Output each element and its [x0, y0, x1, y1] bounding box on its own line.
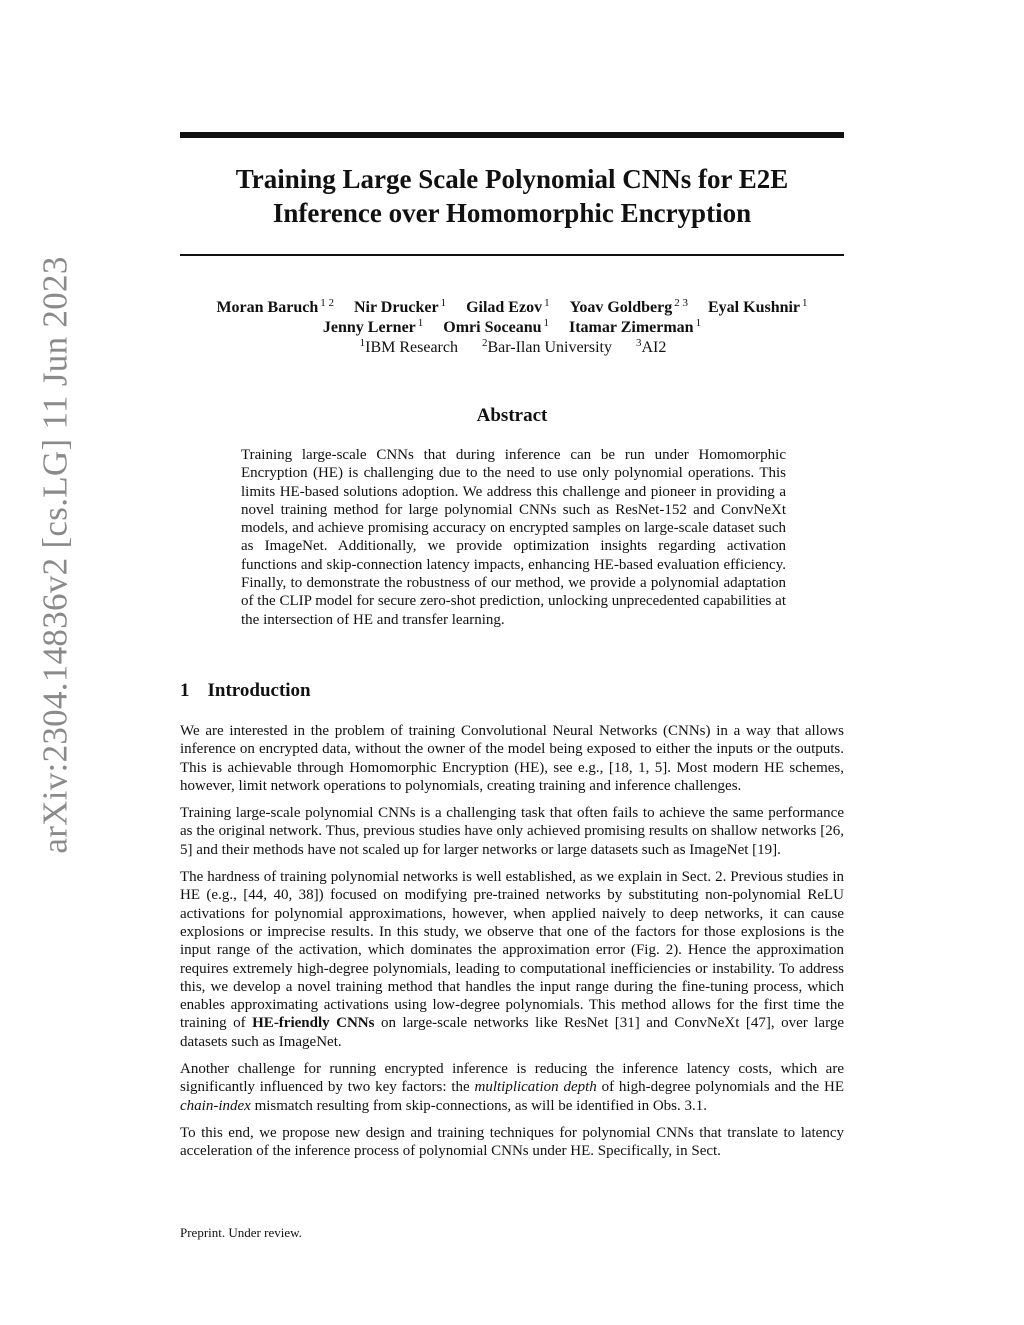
author: Moran Baruch $^{1 2}$: [216, 297, 334, 316]
arxiv-side-stamp: [26, 150, 86, 960]
footer-note: Preprint. Under review.: [180, 1225, 302, 1240]
affiliation: $^3$AI2: [636, 337, 667, 356]
title-top-rule: [180, 132, 844, 138]
title-bottom-rule: [180, 254, 844, 256]
bold-term: HE-friendly CNNs: [252, 1015, 375, 1032]
author: Omri Soceanu $^1$: [443, 317, 549, 336]
paragraph: We are interested in the problem of training Convolutional Neural Networks (CNNs) in a way that allows inference on encrypted data, without the owner of the model being exposed to either the inputs or the outputs. This is achievable through Homomorphic Encryption (HE), see e.g., [18, 1, 5]. Most modern HE schemes, however, limit network operations to polynomials, creating training and inference challenges.: [180, 723, 844, 794]
author-line-1: [150, 298, 874, 318]
section-heading: [180, 680, 311, 702]
affiliation: $^2$Bar-Ilan University: [481, 337, 612, 356]
italic-term: multiplication depth: [474, 1079, 597, 1096]
author-line-2: [150, 318, 874, 338]
author: Jenny Lerner $^1$: [322, 317, 424, 336]
paragraph: The hardness of training polynomial networks is well established, as we explain in Sect. 2. Previous studies in HE (e.g., [44, 40, 38]) focused on modifying pre-trained networks by substituting non-polynomial ReLU activations for polynomial approximations, however, when applied naively to deep networks, it can cause explosions or imprecise results. In this study, we observe that one of the factors for those explosions is the input range of the activation, which dominates the approximation error (Fig. 2). Hence the approximation requires extremely high-degree polynomials, leading to computational inefficiencies or instability. To address this, we develop a novel training method that handles the input range during the fine-tuning process, which enables approximating activations using low-degree polynomials. This method allows for the first time the training of HE-friendly CNNs on large-scale networks like ResNet [31] and ConvNeXt [47], over large datasets such as ImageNet.: [180, 869, 844, 1050]
abstract-text: Training large-scale CNNs that during inference can be run under Homomorphic Encryption (HE) is challenging due to the need to use only polynomial operations. This limits HE-based solutions adoption. We address this challenge and pioneer in providing a novel training method for large polynomial CNNs such as ResNet-152 and ConvNeXt models, and achieve promising accuracy on encrypted samples on large-scale dataset such as ImageNet. Additionally, we provide optimization insights regarding activation functions and skip-connection latency impacts, enhancing HE-based evaluation efficiency. Finally, to demonstrate the robustness of our method, we provide a polynomial adaptation of the CLIP model for secure zero-shot prediction, unlocking unprecedented capabilities at the intersection of HE and transfer learning.: [241, 447, 786, 628]
section-title: Introduction: [207, 680, 311, 701]
introduction-body: [180, 722, 844, 1170]
paragraph: Another challenge for running encrypted inference is reducing the inference latency costs, which are significantly influenced by two key factors: the multiplication depth of high-degree polynomials and the HE chain-index mismatch resulting from skip-connections, as will be identified in Obs. 3.1.: [180, 1061, 844, 1114]
author: Gilad Ezov $^1$: [466, 297, 550, 316]
paragraph: Training large-scale polynomial CNNs is a challenging task that often fails to achieve the same performance as the original network. Thus, previous studies have only achieved promising results on shallow networks [26, 5] and their methods have not scaled up for larger networks or large datasets such as ImageNet [19].: [180, 805, 844, 858]
abstract-heading: Abstract: [476, 405, 548, 426]
section-number: 1: [180, 680, 190, 701]
arxiv-stamp-text: arXiv:2304.14836v2 [cs.LG] 11 Jun 2023: [36, 256, 76, 854]
author: Yoav Goldberg $^{2 3}$: [569, 297, 688, 316]
author: Itamar Zimerman $^1$: [569, 317, 702, 336]
italic-term: chain-index: [180, 1097, 251, 1114]
author: Eyal Kushnir $^1$: [708, 297, 808, 316]
author: Nir Drucker $^1$: [353, 297, 447, 316]
paper-title: Training Large Scale Polynomial CNNs for E2E Inference over Homomorphic Encryption: [235, 164, 789, 228]
affiliation-line: [150, 338, 874, 358]
paragraph: To this end, we propose new design and training techniques for polynomial CNNs that translate to latency acceleration of the inference process of polynomial CNNs under HE. Specifically, in Sect.: [180, 1124, 844, 1160]
author-block: [150, 298, 874, 358]
affiliation: $^1$IBM Research: [359, 337, 458, 356]
